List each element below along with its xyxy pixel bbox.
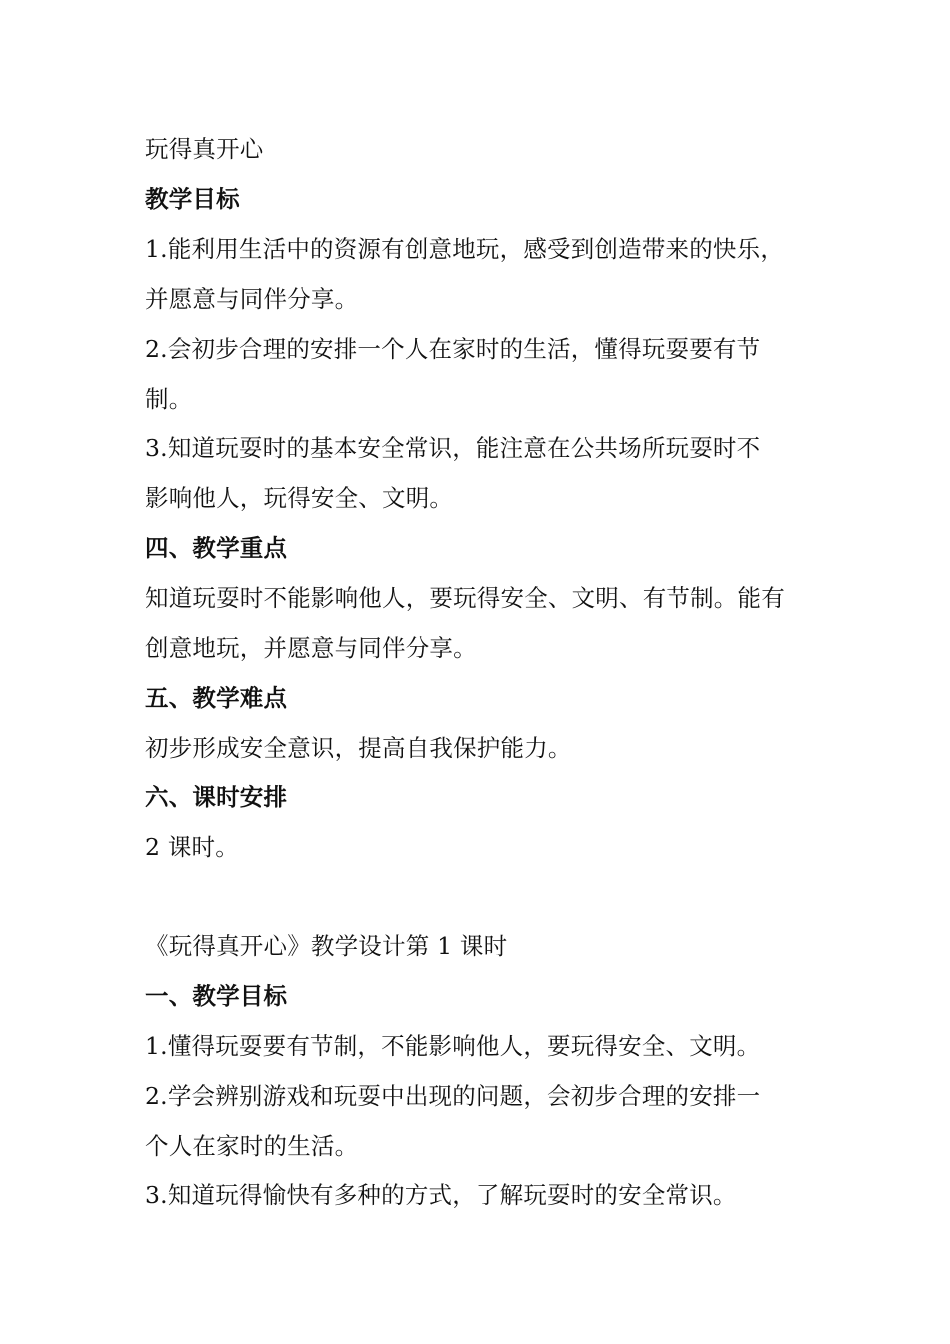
section-heading-objectives: 教学目标 (145, 185, 240, 213)
paragraph-line: 3.知道玩耍时的基本安全常识，能注意在公共场所玩耍时不 (145, 434, 761, 462)
paragraph-line: 知道玩耍时不能影响他人，要玩得安全、文明、有节制。能有 (145, 584, 785, 612)
paragraph-line: 并愿意与同伴分享。 (145, 285, 359, 313)
document-title: 玩得真开心 (145, 135, 264, 163)
paragraph-line: 影响他人，玩得安全、文明。 (145, 484, 454, 512)
paragraph-line: 制。 (145, 385, 193, 413)
paragraph-line: 3.知道玩得愉快有多种的方式，了解玩耍时的安全常识。 (145, 1181, 737, 1209)
paragraph-line: 1.能利用生活中的资源有创意地玩，感受到创造带来的快乐， (145, 235, 785, 263)
section-heading-schedule: 六、课时安排 (145, 783, 288, 811)
paragraph-line: 1.懂得玩耍要有节制，不能影响他人，要玩得安全、文明。 (145, 1032, 761, 1060)
paragraph-line: 2 课时。 (145, 833, 239, 861)
lesson1-title: 《玩得真开心》教学设计第 1 课时 (145, 932, 508, 960)
lesson1-heading-objectives: 一、教学目标 (145, 982, 288, 1010)
paragraph-line: 个人在家时的生活。 (145, 1132, 359, 1160)
section-heading-difficulties: 五、教学难点 (145, 684, 288, 712)
paragraph-line: 2.会初步合理的安排一个人在家时的生活，懂得玩耍要有节 (145, 335, 761, 363)
paragraph-line: 创意地玩，并愿意与同伴分享。 (145, 634, 477, 662)
paragraph-line: 2.学会辨别游戏和玩耍中出现的问题，会初步合理的安排一 (145, 1082, 761, 1110)
section-heading-key-points: 四、教学重点 (145, 534, 288, 562)
paragraph-line: 初步形成安全意识，提高自我保护能力。 (145, 734, 572, 762)
